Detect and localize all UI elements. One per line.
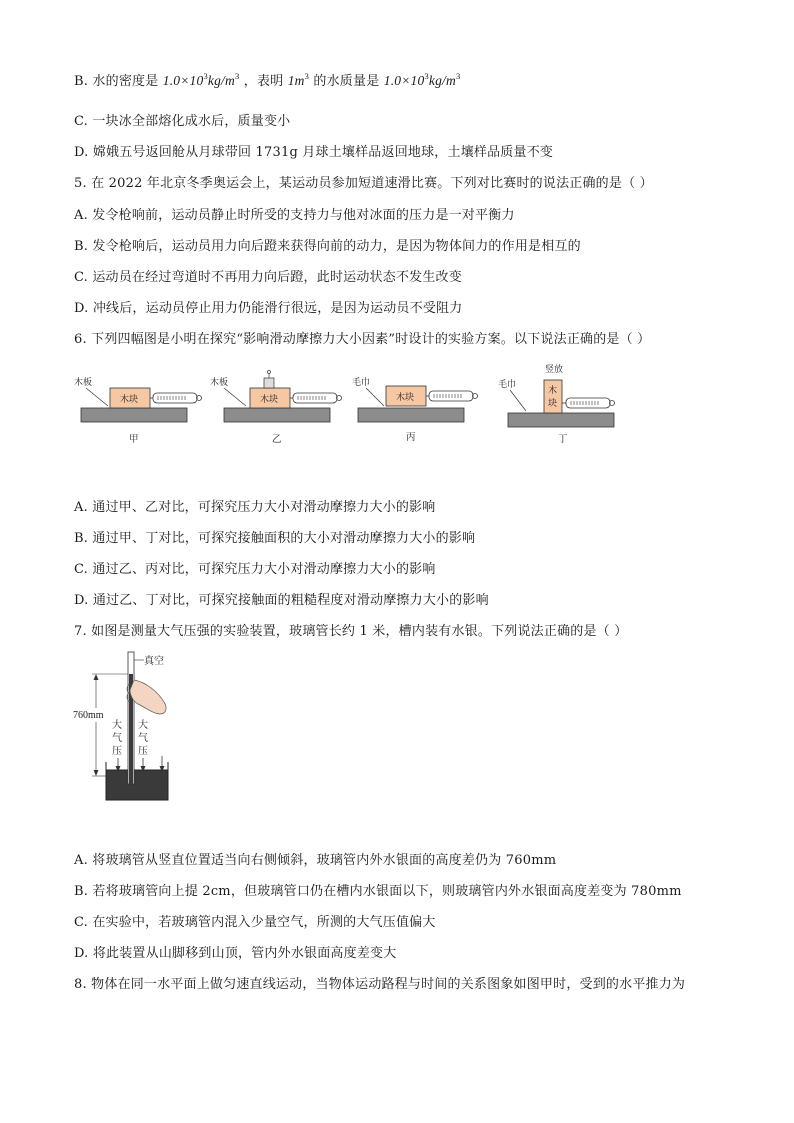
caption-yi: 乙 — [272, 434, 282, 445]
option-d-q4: D. 嫦娥五号返回舱从月球带回 1731g 月球土壤样品返回地球，土壤样品质量不变 — [74, 145, 554, 160]
option-b-q7: B. 若将玻璃管向上提 2cm，但玻璃管口仍在槽内水银面以下，则玻璃管内外水银面高度差变为 780mm — [74, 884, 682, 899]
option-b-q4 — [74, 70, 460, 89]
table — [508, 413, 614, 427]
pressure-label-right-2: 气 — [138, 733, 148, 744]
option-b-q6: B. 通过甲、丁对比，可探究接触面积的大小对滑动摩擦力大小的影响 — [74, 531, 476, 546]
spring-scale — [429, 391, 473, 401]
block-label: 木块 — [396, 393, 415, 403]
option-text: ，表明 — [243, 74, 284, 89]
option-c-q6: C. 通过乙、丙对比，可探究压力大小对滑动摩擦力大小的影响 — [74, 562, 436, 577]
vacuum-label: 真空 — [144, 656, 164, 667]
block-label: 木块 — [260, 395, 279, 405]
mass-value: $1.0\times 10^3kg/m^3$ — [383, 71, 461, 88]
option-text: B. 水的密度是 — [74, 74, 159, 89]
spring-scale — [566, 398, 610, 408]
block-label-bottom: 块 — [548, 399, 558, 409]
spring-scale — [293, 393, 337, 403]
block-label-top: 木 — [548, 386, 558, 396]
setup-jia — [74, 376, 202, 445]
option-c-q7: C. 在实验中，若玻璃管内混入少量空气，所测的大气压值偏大 — [74, 915, 436, 930]
setup-bing — [352, 376, 478, 443]
table — [224, 408, 330, 422]
pressure-label-left-3: 压 — [112, 746, 122, 757]
option-a-q6: A. 通过甲、乙对比，可探究压力大小对滑动摩擦力大小的影响 — [74, 500, 436, 515]
caption-ding: 丁 — [558, 434, 568, 445]
torricelli-apparatus-figure — [72, 644, 212, 810]
density-value: $1.0\times 10^3kg/m^3$ — [162, 71, 240, 88]
friction-experiment-figure — [74, 360, 654, 450]
option-c-q4: C. 一块冰全部熔化成水后，质量变小 — [74, 114, 291, 129]
pressure-label-left-2: 气 — [112, 733, 122, 744]
table — [358, 408, 464, 422]
spring-scale — [153, 393, 197, 403]
orientation-label: 竖放 — [545, 365, 564, 375]
weight — [264, 378, 274, 388]
option-a-q7: A. 将玻璃管从竖直位置适当向右侧倾斜，玻璃管内外水银面的高度差仍为 760mm — [74, 853, 557, 868]
hand-illustration — [130, 680, 166, 714]
caption-bing: 丙 — [406, 432, 416, 443]
surface-label: 木板 — [210, 378, 229, 388]
block-label: 木块 — [120, 395, 139, 405]
option-a-q5: A. 发令枪响前，运动员静止时所受的支持力与他对冰面的压力是一对平衡力 — [74, 208, 515, 223]
table — [81, 408, 187, 422]
question-7: 7. 如图是测量大气压强的实验装置，玻璃管长约 1 米，槽内装有水银。下列说法正确的是（ ） — [74, 624, 628, 639]
surface-label: 木板 — [74, 378, 93, 388]
option-d-q7: D. 将此装置从山脚移到山顶，管内外水银面高度差变大 — [74, 946, 397, 961]
surface-label: 毛巾 — [498, 380, 517, 390]
pressure-label-right-3: 压 — [138, 746, 148, 757]
pressure-label-left-1: 大 — [112, 720, 122, 731]
question-6: 6. 下列四幅图是小明在探究“影响滑动摩擦力大小因素”时设计的实验方案。以下说法正确的是（ ） — [74, 332, 651, 347]
surface-label: 毛巾 — [352, 378, 371, 388]
pressure-label-right-1: 大 — [138, 720, 148, 731]
question-8: 8. 物体在同一水平面上做匀速直线运动，当物体运动路程与时间的关系图象如图甲时，受到的水平推力为 — [74, 977, 686, 992]
caption-jia: 甲 — [129, 434, 139, 445]
option-text: 的水质量是 — [313, 74, 380, 89]
question-5: 5. 在 2022 年北京冬季奥运会上，某运动员参加短道速滑比赛。下列对比赛时的说法正确的是（ ） — [74, 176, 653, 191]
mercury-trough — [106, 770, 168, 800]
volume-value: $1m^3$ — [287, 71, 310, 88]
option-c-q5: C. 运动员在经过弯道时不再用力向后蹬，此时运动状态不发生改变 — [74, 270, 462, 285]
setup-ding — [498, 363, 615, 445]
setup-yi — [210, 371, 342, 446]
height-label: 760mm — [73, 710, 104, 721]
option-b-q5: B. 发令枪响后，运动员用力向后蹬来获得向前的动力，是因为物体间力的作用是相互的 — [74, 239, 581, 254]
option-d-q5: D. 冲线后，运动员停止用力仍能滑行很远，是因为运动员不受阻力 — [74, 301, 463, 316]
option-d-q6: D. 通过乙、丁对比，可探究接触面的粗糙程度对滑动摩擦力大小的影响 — [74, 593, 489, 608]
